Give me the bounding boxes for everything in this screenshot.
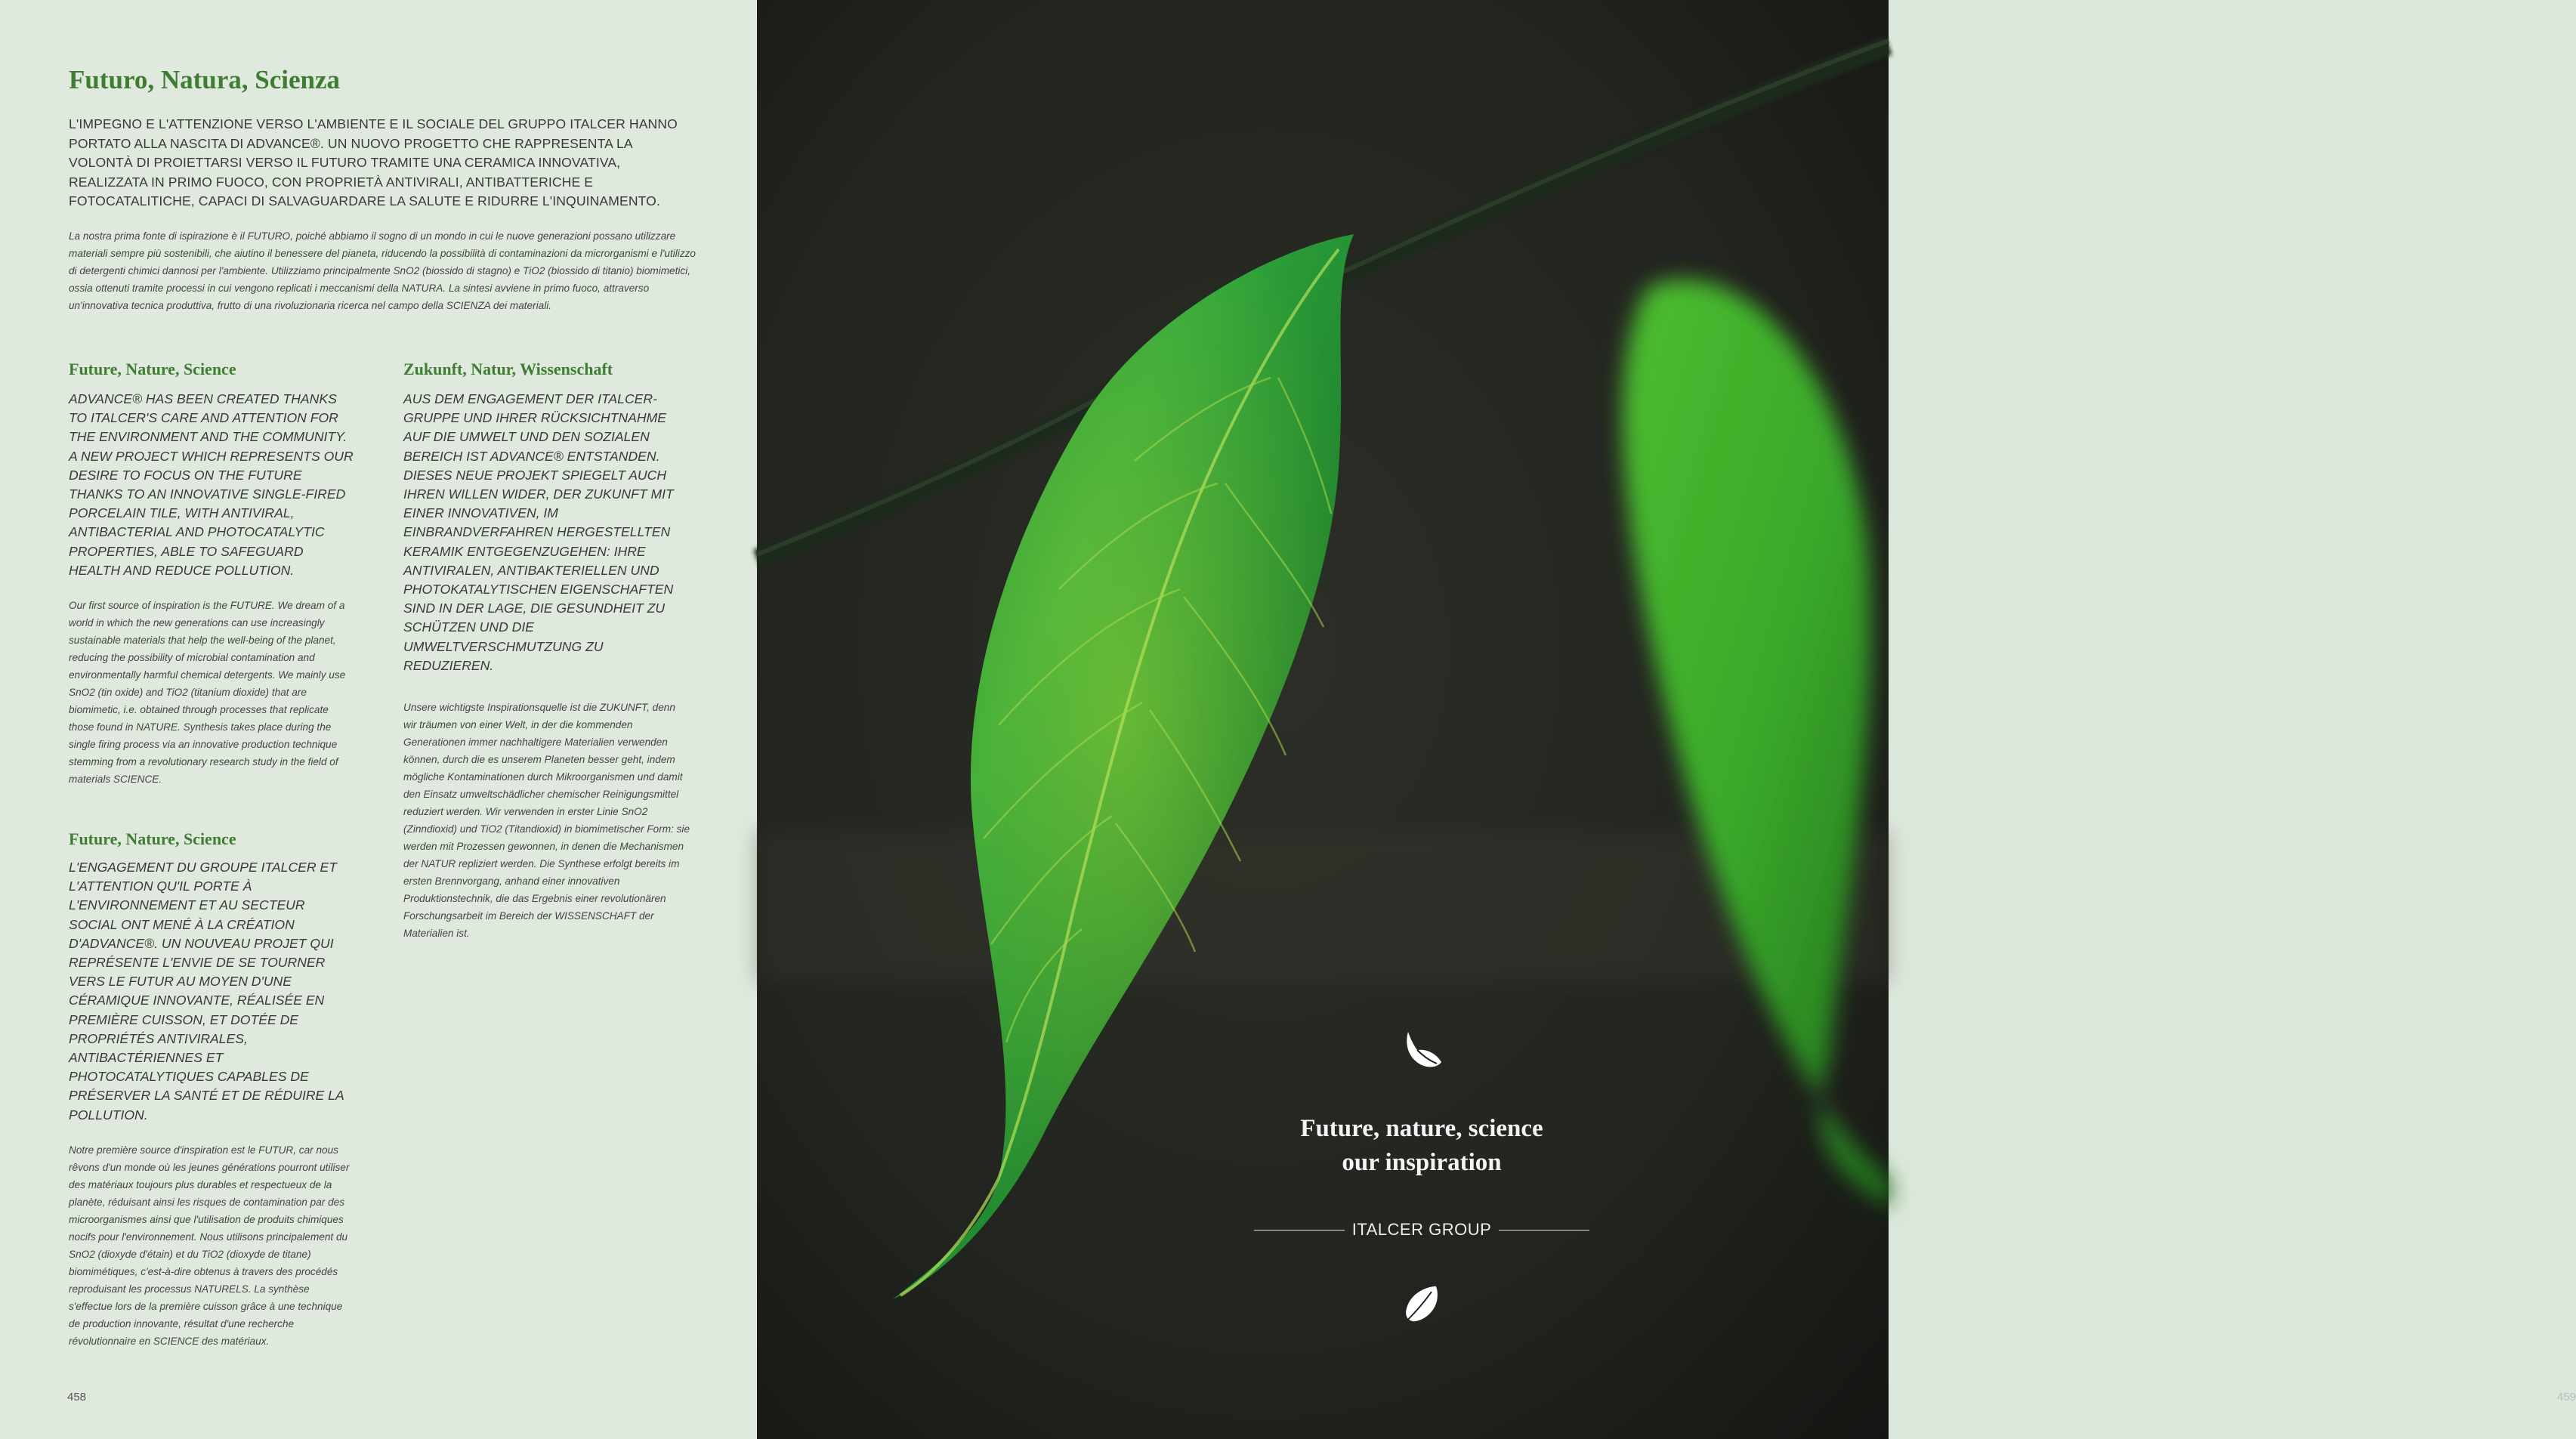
section-german [403, 360, 690, 942]
brand-lockup [1218, 1220, 1626, 1240]
section-english [69, 360, 356, 788]
leaf-icon [1399, 1027, 1444, 1073]
brand-rule-left [1254, 1230, 1345, 1231]
cover-title-block [1218, 1027, 1626, 1324]
body-paragraph-de: Unsere wichtigste Inspirationsquelle ist die ZUKUNFT, denn wir träumen von einer Welt, in der die kommenden Generationen immer nachhaltigere Materialien verwenden können, durch die es unserem Planeten besser geht, indem mögliche Kontaminationen durch Mikroorganismen und damit den Einsatz umweltschädlicher chemischer Reinigungsmittel reduziert werden. Wir verwenden in erster Linie SnO2 (Zinndioxid) und TiO2 (Titandioxid) in biomimetischer Form: sie werden mit Prozessen gewonnen, in denen die Mechanismen der NATUR repliziert werden. Die Synthese erfolgt bereits im ersten Brennvorgang, anhand einer innovativen Produktionstechnik, die das Ergebnis einer revolutionären Forschungsarbeit im Bereich der WISSENSCHAFT der Materialien ist. [403, 702, 690, 940]
leaf-icon-bottom [1401, 1282, 1443, 1324]
section-french [69, 829, 356, 1350]
brand-rule-right [1499, 1230, 1589, 1231]
caps-paragraph-en: ADVANCE® HAS BEEN CREATED THANKS TO ITALCER'S CARE AND ATTENTION FOR THE ENVIRONMENT AND THE COMMUNITY. A NEW PROJECT WHICH REPRESENTS OUR DESIRE TO FOCUS ON THE FUTURE THANKS TO AN INNOVATIVE SINGLE-FIRED PORCELAIN TILE, WITH ANTIVIRAL, ANTIBACTERIAL AND PHOTOCATALYTIC PROPERTIES, ABLE TO SAFEGUARD HEALTH AND REDUCE POLLUTION. [69, 391, 354, 578]
lead-paragraph-it: L'IMPEGNO E L'ATTENZIONE VERSO L'AMBIENTE E IL SOCIALE DEL GRUPPO ITALCER HANNO PORTATO ALLA NASCITA DI ADVANCE®. UN NUOVO PROGETTO CHE RAPPRESENTA LA VOLONTÀ DI PROIETTARSI VERSO IL FUTURO TRAMITE UNA CERAMICA INNOVATIVA, REALIZZATA IN PRIMO FUOCO, CON PROPRIETÀ ANTIVIRALI, ANTIBATTERICHE E FOTOCATALITICHE, CAPACI DI SALVAGUARDARE LA SALUTE E RIDURRE L'INQUINAMENTO. [69, 116, 678, 208]
page-number-left: 458 [67, 1391, 87, 1403]
intro-paragraph-it: La nostra prima fonte di ispirazione è il FUTURO, poiché abbiamo il sogno di un mondo in cui le nuove generazioni possano utilizzare materiali sempre più sostenibili, che aiutino il benessere del pianeta, riducendo la possibilità di contaminazioni da microrganismi e l'utilizzo di detergenti chimici dannosi per l'ambiente. Utilizziamo principalmente SnO2 (biossido di stagno) e TiO2 (biossido di titanio) biomimetici, ossia ottenuti tramite processi in cui vengono replicati i meccanismi della NATURA. La sintesi avviene in primo fuoco, attraverso un'innovativa tecnica produttiva, frutto di una rivoluzionaria ricerca nel campo della SCIENZA dei materiali. [69, 230, 696, 311]
section-heading-fr: Future, Nature, Science [69, 829, 236, 848]
page-title: Futuro, Natura, Scienza [69, 65, 341, 94]
body-paragraph-fr: Notre première source d'inspiration est le FUTUR, car nous rêvons d'un monde où les jeunes générations pourront utiliser des matériaux toujours plus durables et respectueux de la planète, réduisant ainsi les risques de contamination par des microorganismes ainsi que l'utilisation de produits chimiques nocifs pour l'environnement. Nous utilisons principalement du SnO2 (dioxyde d'étain) et du TiO2 (dioxyde de titane) biomimétiques, c'est-à-dire obtenus à travers des procédés reproduisant les processus NATURELS. La synthèse s'effectue lors de la première cuisson grâce à une technique de production innovante, résultat d'une recherche révolutionnaire en SCIENCE des matériaux. [69, 1144, 350, 1347]
caps-paragraph-fr: L'ENGAGEMENT DU GROUPE ITALCER ET L'ATTENTION QU'IL PORTE À L'ENVIRONNEMENT ET AU SECTEUR SOCIAL ONT MENÉ À LA CRÉATION D'ADVANCE®. UN NOUVEAU PROJET QUI REPRÉSENTE L'ENVIE DE SE TOURNER VERS LE FUTUR AU MOYEN D'UNE CÉRAMIQUE INNOVANTE, RÉALISÉE EN PREMIÈRE CUISSON, ET DOTÉE DE PROPRIÉTÉS ANTIVIRALES, ANTIBACTÉRIENNES ET PHOTOCATALYTIQUES CAPABLES DE PRÉSERVER LA SANTÉ ET DE RÉDUIRE LA POLLUTION. [69, 860, 344, 1122]
section-heading-en: Future, Nature, Science [69, 360, 236, 378]
cover-title-line1: Future, nature, science [1300, 1115, 1543, 1142]
caps-paragraph-de: AUS DEM ENGAGEMENT DER ITALCER-GRUPPE UND IHRER RÜCKSICHTNAHME AUF DIE UMWELT UND DEN SOZIALEN BEREICH IST ADVANCE® ENTSTANDEN. DIESES NEUE PROJEKT SPIEGELT AUCH IHREN WILLEN WIDER, DER ZUKUNFT MIT EINER INNOVATIVEN, IM EINBRANDVERFAHREN HERGESTELLTEN KERAMIK ENTGEGENZUGEHEN: IHRE ANTIVIRALEN, ANTIBAKTERIELLEN UND PHOTOKATALYTISCHEN EIGENSCHAFTEN SIND IN DER LAGE, DIE GESUNDHEIT ZU SCHÜTZEN UND DIE UMWELTVERSCHMUTZUNG ZU REDUZIEREN. [403, 391, 674, 673]
section-heading-de: Zukunft, Natur, Wissenschaft [403, 360, 613, 378]
body-paragraph-en: Our first source of inspiration is the FUTURE. We dream of a world in which the new generations can use increasingly sustainable materials that help the well-being of the planet, reducing the possibility of microbial contamination and environmentally harmful chemical detergents. We mainly use SnO2 (tin oxide) and TiO2 (titanium dioxide) that are biomimetic, i.e. obtained through processes that replicate those found in NATURE. Synthesis takes place during the single firing process via an innovative production technique stemming from a revolutionary research study in the field of materials SCIENCE. [69, 600, 346, 786]
cover-title [1218, 1112, 1626, 1180]
page-number-right: 459 [2557, 1391, 2576, 1403]
cover-title-line2: our inspiration [1342, 1149, 1502, 1176]
brand-name: ITALCER GROUP [1351, 1220, 1492, 1239]
left-page [0, 0, 757, 1439]
